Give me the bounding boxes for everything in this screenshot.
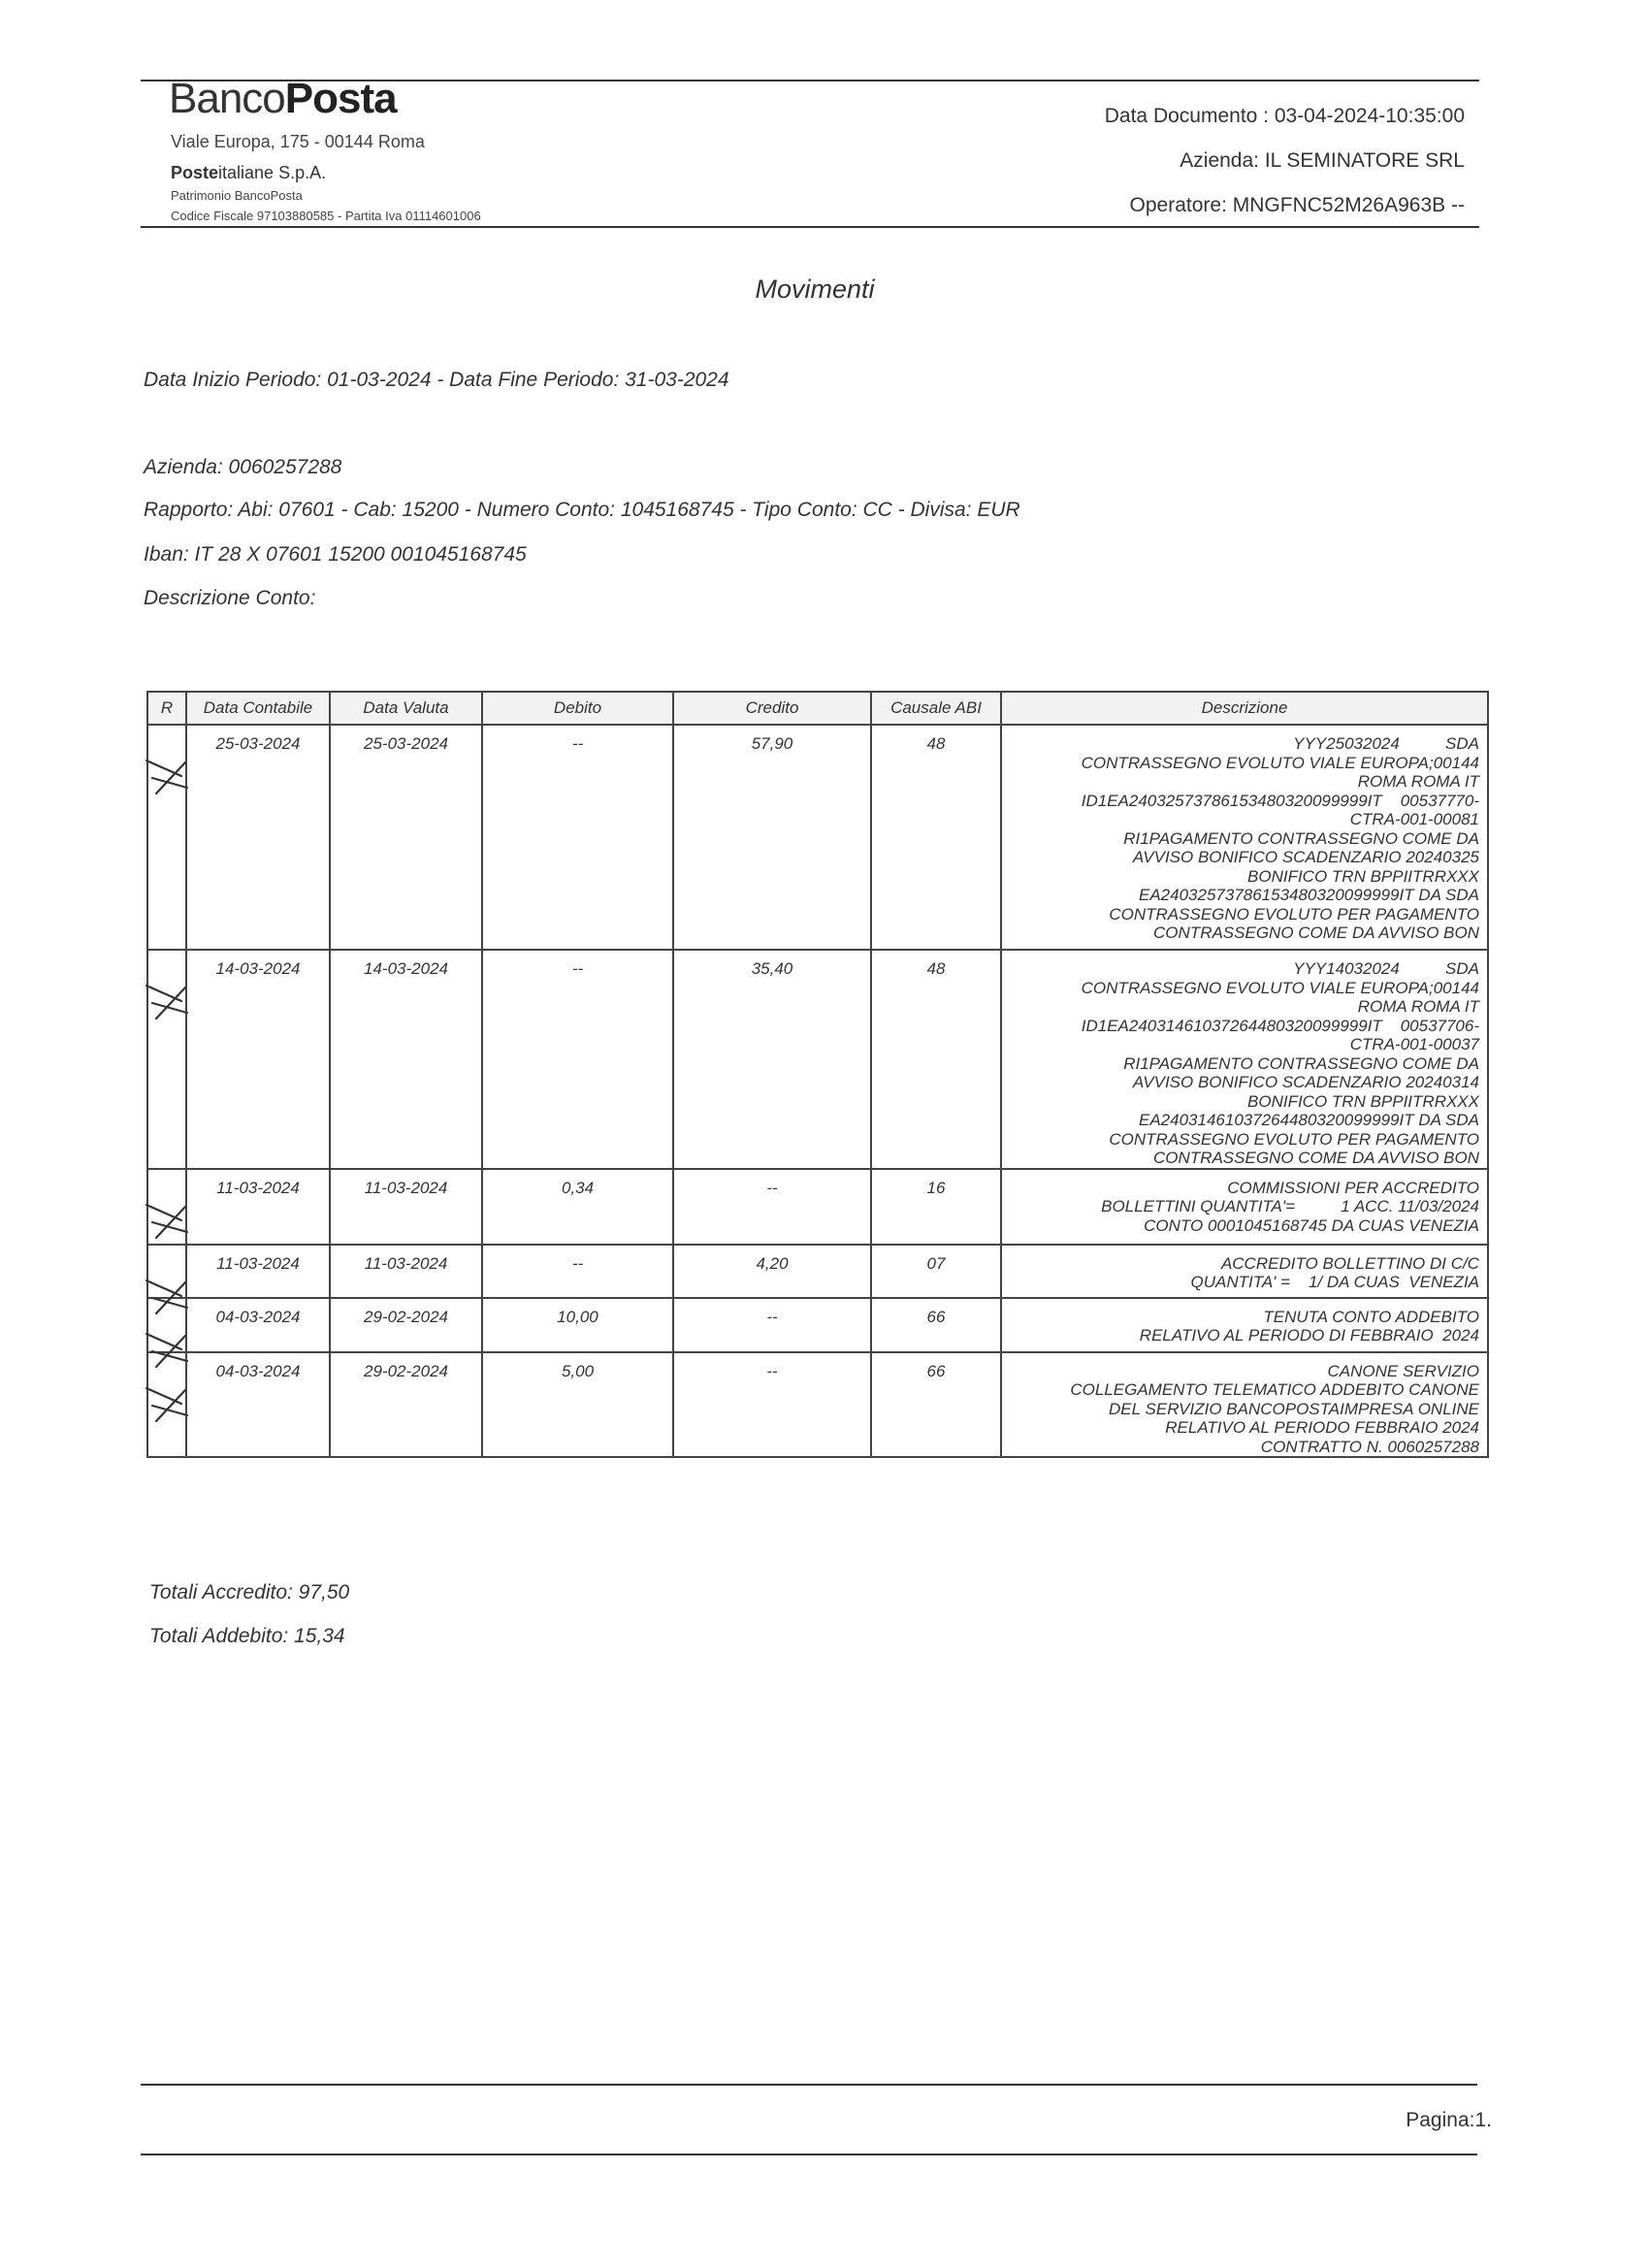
- description-line: QUANTITA' = 1/ DA CUAS VENEZIA: [1190, 1273, 1479, 1291]
- cell-descrizione: [1001, 1352, 1488, 1458]
- cell-causale-abi: 48: [871, 950, 1001, 1169]
- description-line: COLLEGAMENTO TELEMATICO ADDEBITO CANONE: [1070, 1380, 1479, 1399]
- description-line: ID1EA24032573786153480320099999IT 00537770-: [1081, 791, 1479, 810]
- description-line: DEL SERVIZIO BANCOPOSTAIMPRESA ONLINE: [1109, 1399, 1479, 1418]
- col-header-credito: Credito: [673, 692, 871, 725]
- description-line: CONTRATTO N. 0060257288: [1260, 1437, 1479, 1456]
- cell-data-contabile: 11-03-2024: [186, 1245, 330, 1298]
- description-line: TENUTA CONTO ADDEBITO: [1263, 1307, 1479, 1326]
- account-relation-line: Rapporto: Abi: 07601 - Cab: 15200 - Numero Conto: 1045168745 - Tipo Conto: CC - Divisa: EUR: [144, 499, 1020, 521]
- description-line: ROMA ROMA IT: [1357, 997, 1479, 1016]
- cell-credito: 4,20: [673, 1245, 871, 1298]
- cell-causale-abi: 48: [871, 725, 1001, 950]
- company-name: Azienda: IL SEMINATORE SRL: [1180, 149, 1465, 172]
- document-date: Data Documento : 03-04-2024-10:35:00: [1104, 105, 1465, 127]
- table-header-row: [147, 692, 1488, 725]
- description-line: CONTRASSEGNO EVOLUTO PER PAGAMENTO: [1109, 904, 1479, 923]
- description-line: YYY14032024 SDA: [1293, 959, 1479, 978]
- cell-descrizione: [1001, 725, 1488, 950]
- table-row: [147, 1352, 1488, 1458]
- cell-data-contabile: 04-03-2024: [186, 1298, 330, 1352]
- description-line: RELATIVO AL PERIODO FEBBRAIO 2024: [1165, 1418, 1479, 1437]
- description-line: CONTRASSEGNO EVOLUTO VIALE EUROPA;00144: [1081, 978, 1479, 997]
- cell-reconciled: [147, 950, 186, 1169]
- handwritten-check-icon: [143, 1382, 193, 1425]
- description-line: ID1EA24031461037264480320099999IT 00537706-: [1081, 1016, 1479, 1035]
- cell-debito: --: [482, 950, 673, 1169]
- description-line: RELATIVO AL PERIODO DI FEBBRAIO 2024: [1139, 1326, 1479, 1345]
- cell-data-contabile: 25-03-2024: [186, 725, 330, 950]
- table-row: [147, 1298, 1488, 1352]
- col-header-causale-abi: Causale ABI: [871, 692, 1001, 725]
- cell-debito: --: [482, 725, 673, 950]
- cell-causale-abi: 16: [871, 1169, 1001, 1245]
- patrimonio-label: Patrimonio BancoPosta: [171, 188, 303, 203]
- bancoposta-logo: BancoPosta: [169, 75, 397, 122]
- cell-reconciled: [147, 725, 186, 950]
- bank-address: Viale Europa, 175 - 00144 Roma: [171, 132, 425, 151]
- description-line: BONIFICO TRN BPPIITRRXXX: [1247, 866, 1479, 886]
- cell-causale-abi: 07: [871, 1245, 1001, 1298]
- cell-credito: --: [673, 1352, 871, 1458]
- description-line: RI1PAGAMENTO CONTRASSEGNO COME DA: [1123, 1053, 1479, 1073]
- description-line: CONTRASSEGNO EVOLUTO PER PAGAMENTO: [1109, 1129, 1479, 1149]
- fiscal-code: Codice Fiscale 97103880585 - Partita Iva 01114601006: [171, 209, 481, 223]
- description-line: EA24032573786153480320099999IT DA SDA: [1139, 886, 1479, 904]
- cell-descrizione: [1001, 1169, 1488, 1245]
- company-code-line: Azienda: 0060257288: [144, 456, 342, 478]
- description-line: RI1PAGAMENTO CONTRASSEGNO COME DA: [1123, 828, 1479, 848]
- footer-bottom-rule: [141, 2154, 1477, 2155]
- cell-data-contabile: 11-03-2024: [186, 1169, 330, 1245]
- cell-credito: 35,40: [673, 950, 871, 1169]
- table-row: [147, 725, 1488, 950]
- header-bottom-rule: [141, 226, 1479, 228]
- description-line: CONTRASSEGNO EVOLUTO VIALE EUROPA;00144: [1081, 753, 1479, 772]
- page-title: Movimenti: [755, 275, 875, 304]
- cell-credito: 57,90: [673, 725, 871, 950]
- cell-data-contabile: 04-03-2024: [186, 1352, 330, 1458]
- description-line: COMMISSIONI PER ACCREDITO: [1227, 1178, 1479, 1197]
- handwritten-check-icon: [143, 755, 193, 797]
- cell-descrizione: [1001, 1298, 1488, 1352]
- description-line: CONTRASSEGNO COME DA AVVISO BON: [1153, 923, 1479, 942]
- table-row: [147, 1169, 1488, 1245]
- cell-debito: 5,00: [482, 1352, 673, 1458]
- description-line: CTRA-001-00037: [1349, 1035, 1479, 1053]
- cell-data-valuta: 25-03-2024: [330, 725, 482, 950]
- description-line: ROMA ROMA IT: [1357, 772, 1479, 791]
- cell-reconciled: [147, 1298, 186, 1352]
- table-row: [147, 950, 1488, 1169]
- cell-debito: 10,00: [482, 1298, 673, 1352]
- iban-line: Iban: IT 28 X 07601 15200 001045168745: [144, 543, 527, 566]
- cell-data-contabile: 14-03-2024: [186, 950, 330, 1169]
- description-line: CANONE SERVIZIO: [1327, 1361, 1479, 1380]
- cell-data-valuta: 11-03-2024: [330, 1169, 482, 1245]
- cell-reconciled: [147, 1169, 186, 1245]
- description-line: AVVISO BONIFICO SCADENZARIO 20240325: [1132, 848, 1479, 866]
- description-line: AVVISO BONIFICO SCADENZARIO 20240314: [1132, 1073, 1479, 1091]
- description-line: ACCREDITO BOLLETTINO DI C/C: [1220, 1253, 1479, 1273]
- posteitaliane-name: Posteitaliane S.p.A.: [171, 163, 327, 182]
- description-line: BONIFICO TRN BPPIITRRXXX: [1247, 1091, 1479, 1111]
- col-header-r: R: [147, 692, 186, 725]
- cell-debito: --: [482, 1245, 673, 1298]
- cell-causale-abi: 66: [871, 1352, 1001, 1458]
- description-line: YYY25032024 SDA: [1293, 734, 1479, 753]
- col-header-debito: Debito: [482, 692, 673, 725]
- description-line: BOLLETTINI QUANTITA'= 1 ACC. 11/03/2024: [1101, 1197, 1479, 1215]
- col-header-data-contabile: Data Contabile: [186, 692, 330, 725]
- cell-reconciled: [147, 1245, 186, 1298]
- page-number: Pagina:1.: [1406, 2109, 1492, 2131]
- cell-data-valuta: 11-03-2024: [330, 1245, 482, 1298]
- description-line: CONTRASSEGNO COME DA AVVISO BON: [1153, 1149, 1479, 1167]
- cell-causale-abi: 66: [871, 1298, 1001, 1352]
- operator: Operatore: MNGFNC52M26A963B --: [1129, 194, 1465, 216]
- table-row: [147, 1245, 1488, 1298]
- handwritten-check-icon: [143, 1199, 193, 1242]
- period-line: Data Inizio Periodo: 01-03-2024 - Data Fine Periodo: 31-03-2024: [144, 369, 729, 391]
- cell-data-valuta: 14-03-2024: [330, 950, 482, 1169]
- cell-reconciled: [147, 1352, 186, 1458]
- cell-credito: --: [673, 1298, 871, 1352]
- col-header-descrizione: Descrizione: [1001, 692, 1488, 725]
- cell-debito: 0,34: [482, 1169, 673, 1245]
- total-credit: Totali Accredito: 97,50: [149, 1581, 350, 1604]
- cell-descrizione: [1001, 1245, 1488, 1298]
- cell-descrizione: [1001, 950, 1488, 1169]
- cell-data-valuta: 29-02-2024: [330, 1298, 482, 1352]
- description-line: CTRA-001-00081: [1349, 810, 1479, 828]
- cell-credito: --: [673, 1169, 871, 1245]
- description-line: CONTO 0001045168745 DA CUAS VENEZIA: [1144, 1215, 1479, 1235]
- total-debit: Totali Addebito: 15,34: [149, 1625, 345, 1647]
- handwritten-check-icon: [143, 980, 193, 1022]
- movements-table: [146, 691, 1489, 1458]
- description-line: EA24031461037264480320099999IT DA SDA: [1139, 1111, 1479, 1129]
- col-header-data-valuta: Data Valuta: [330, 692, 482, 725]
- footer-top-rule: [141, 2084, 1477, 2086]
- account-description-line: Descrizione Conto:: [144, 587, 316, 609]
- cell-data-valuta: 29-02-2024: [330, 1352, 482, 1458]
